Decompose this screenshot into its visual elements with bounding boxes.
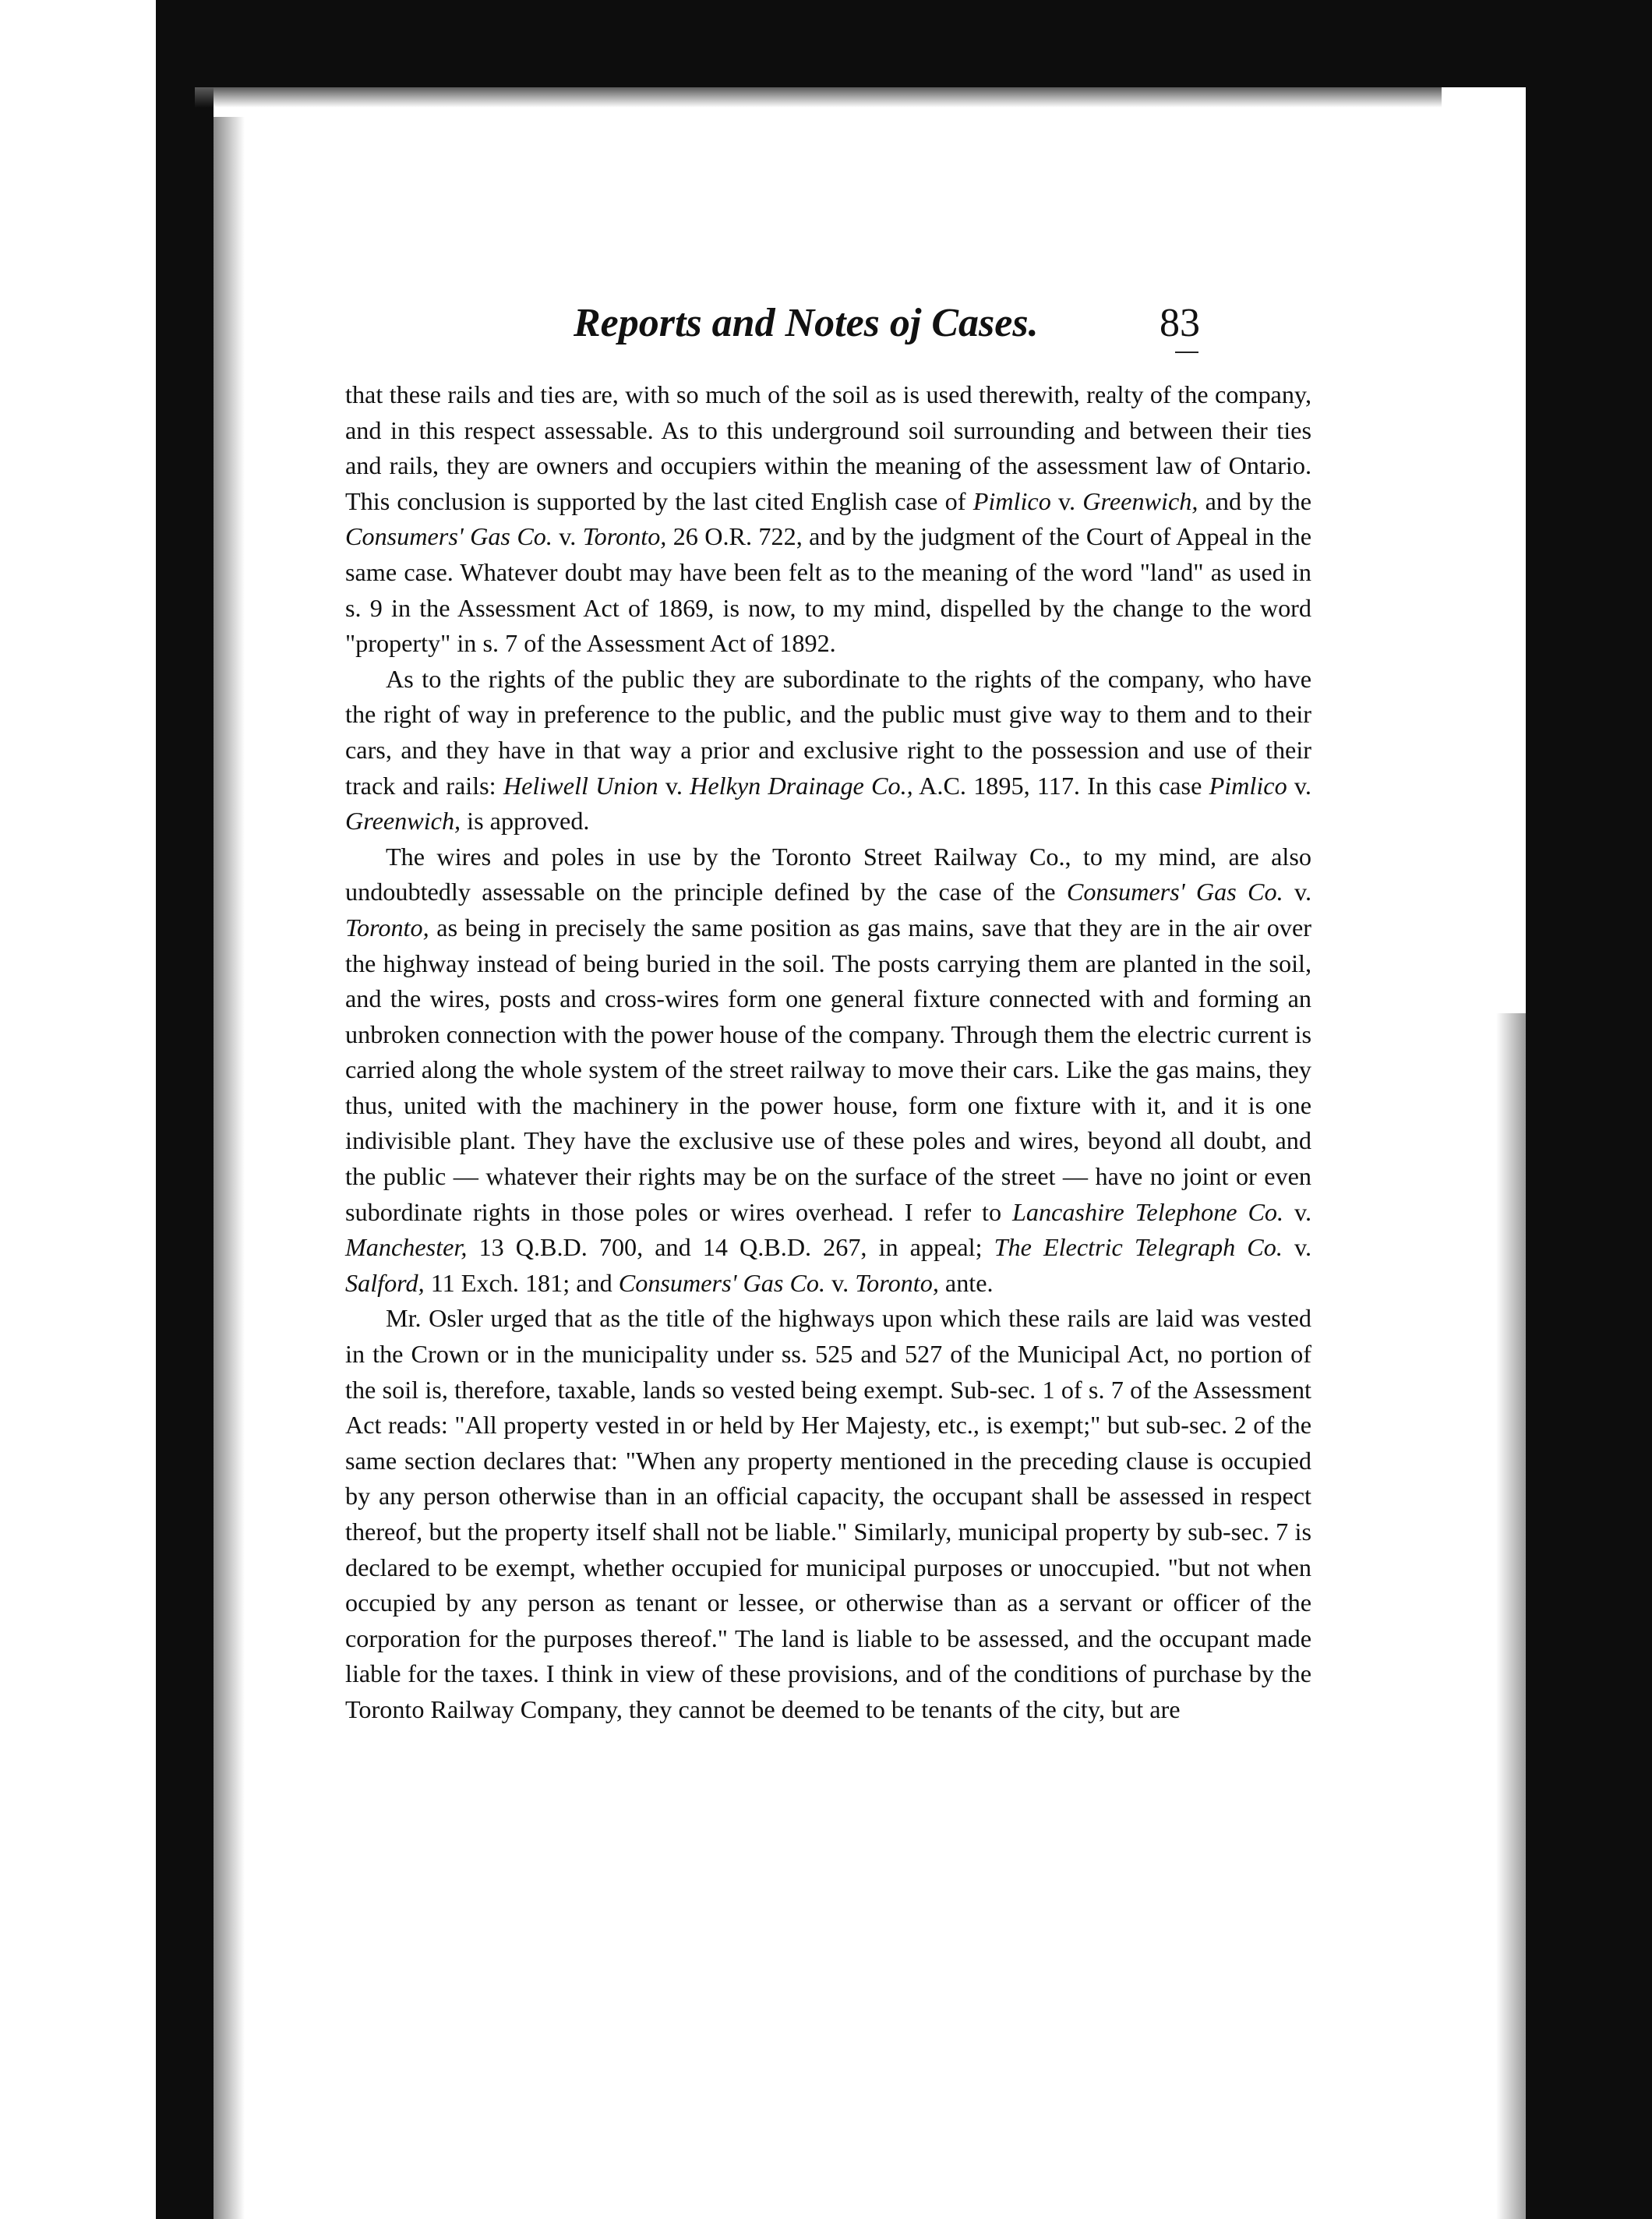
case-citation: Helkyn Drainage Co., bbox=[690, 771, 913, 800]
paragraph-wires-and-poles bbox=[345, 839, 1311, 1302]
case-citation: Pimlico bbox=[972, 486, 1051, 515]
case-citation: Manchester, bbox=[345, 1233, 468, 1262]
text-run: that these rails and ties are, with so much of the soil as is used therewith, realty of the company, and in this respect assessable. As to this underground soil surrounding and between their ties and rails, they are owners and occupiers within the meaning of the assessment law of Ontario. This conclusion is supported by the last cited English case of bbox=[345, 380, 1311, 515]
running-title: Reports and Notes oj Cases. bbox=[574, 301, 1039, 345]
case-citation: Greenwich, bbox=[1082, 486, 1198, 515]
text-run: and by the bbox=[1198, 486, 1311, 515]
text-run: v. bbox=[1282, 1233, 1311, 1262]
text-run: Mr. Osler urged that as the title of the highways upon which these rails are laid was vested in the Crown or in the municipality under ss. 525 and 527 of the Municipal Act, no portion of the soil is, therefore, taxable, lands so vested being exempt. Sub-sec. 1 of s. 7 of the Assessment Act reads: "All property vested in or held by Her Majesty, etc., is exempt;" but sub-sec. 2 of the same section declares that: "When any property mentioned in the preceding clause is occupied by any person otherwise than in an official capacity, the occupant shall be assessed in respect thereof, but the property itself shall not be liable." Similarly, municipal property by sub-sec. 7 is declared to be exempt, whether occupied for municipal purposes or unoccupied. "but not when occupied by any person as tenant or lessee, or otherwise than as a servant or officer of the corporation for the purposes thereof." The land is liable to be assessed, and the occupant made liable for the taxes. I think in view of these provisions, and of the conditions of purchase by the Toronto Railway Company, they cannot be deemed to be tenants of the city, but are bbox=[345, 1304, 1311, 1723]
case-citation: Salford, bbox=[345, 1268, 425, 1297]
case-citation: The Electric Telegraph Co. bbox=[994, 1233, 1283, 1262]
case-citation: Consumers' Gas Co. bbox=[345, 522, 552, 551]
text-run: v. bbox=[1283, 878, 1311, 906]
text-run: 13 Q.B.D. 700, and 14 Q.B.D. 267, in appeal; bbox=[467, 1233, 994, 1262]
scan-edge-top bbox=[156, 0, 1652, 87]
text-run: v. bbox=[1050, 486, 1083, 515]
case-citation: Toronto, bbox=[855, 1268, 939, 1297]
case-citation: Toronto, bbox=[345, 913, 429, 942]
case-citation: Pimlico bbox=[1209, 771, 1287, 800]
case-citation: Heliwell Union bbox=[503, 771, 658, 800]
text-run: 11 Exch. 181; and bbox=[424, 1268, 619, 1297]
text-run: v. bbox=[658, 771, 690, 800]
text-run: is approved. bbox=[461, 807, 590, 836]
case-citation: Consumers' Gas Co. bbox=[618, 1268, 826, 1297]
case-citation: Consumers' Gas Co. bbox=[1066, 878, 1283, 906]
case-citation: Toronto, bbox=[582, 522, 667, 551]
text-run: 26 O.R. 722, and by the judgment of the Court of Appeal in the same case. Whatever doubt may have been felt as to the meaning of the word "land" as used in s. 9 in the Assessment Act of 1869, is now, to my mind, dispelled by the change to the word "property" in s. 7 of the Assessment Act of 1892. bbox=[345, 522, 1312, 658]
text-run: ante. bbox=[938, 1268, 994, 1297]
text-run: As to the rights of the public they are subordinate to the rights of the company, who have the right of way in preference to the public, and the public must give way to them and to their cars, and they have in that way a prior and exclusive right to the possession and use of their track and rails: bbox=[345, 664, 1311, 800]
paragraph-rails-realty bbox=[345, 377, 1311, 662]
scan-shadow-right bbox=[1496, 1013, 1526, 2219]
scan-shadow-left bbox=[214, 117, 245, 2219]
text-run: as being in precisely the same position as gas mains, save that they are in the air over the highway instead of being buried in the soil. The posts carrying them are planted in the soil, and the wires, posts and cross-wires form one general fixture connected with and forming an unbroken connection with the power house of the company. Through them the electric current is carried along the whole system of the street railway to move their cars. Like the gas mains, they thus, united with the machinery in the power house, form one fixture with it, and it is one indivisible plant. They have the exclusive use of these poles and wires, beyond all doubt, and the public — whatever their rights may be on the surface of the street — have no joint or even subordinate rights in those poles or wires overhead. I refer to bbox=[345, 913, 1311, 1226]
text-run: A.C. 1895, 117. In this case bbox=[912, 771, 1209, 800]
page-number-rule bbox=[1175, 352, 1198, 353]
paragraph-public-rights bbox=[345, 662, 1311, 839]
scan-edge-left bbox=[156, 0, 214, 2219]
page-number: 83 bbox=[1160, 301, 1200, 345]
paragraph-osler-argument bbox=[345, 1301, 1311, 1727]
text-run: The wires and poles in use by the Toronto Street Railway Co., to my mind, are also undoubtedly assessable on the principle defined by the case of the bbox=[345, 842, 1311, 906]
scan-shadow-top bbox=[195, 87, 1442, 108]
text-run: v. bbox=[1287, 771, 1311, 800]
text-run: v. bbox=[552, 522, 583, 551]
case-citation: Greenwich, bbox=[345, 807, 461, 836]
scan-edge-right bbox=[1526, 0, 1652, 2219]
running-head bbox=[545, 300, 1200, 362]
case-citation: Lancashire Telephone Co. bbox=[1011, 1197, 1284, 1226]
body-text bbox=[345, 377, 1311, 1728]
text-run: v. bbox=[1283, 1197, 1311, 1226]
text-run: v. bbox=[825, 1268, 856, 1297]
